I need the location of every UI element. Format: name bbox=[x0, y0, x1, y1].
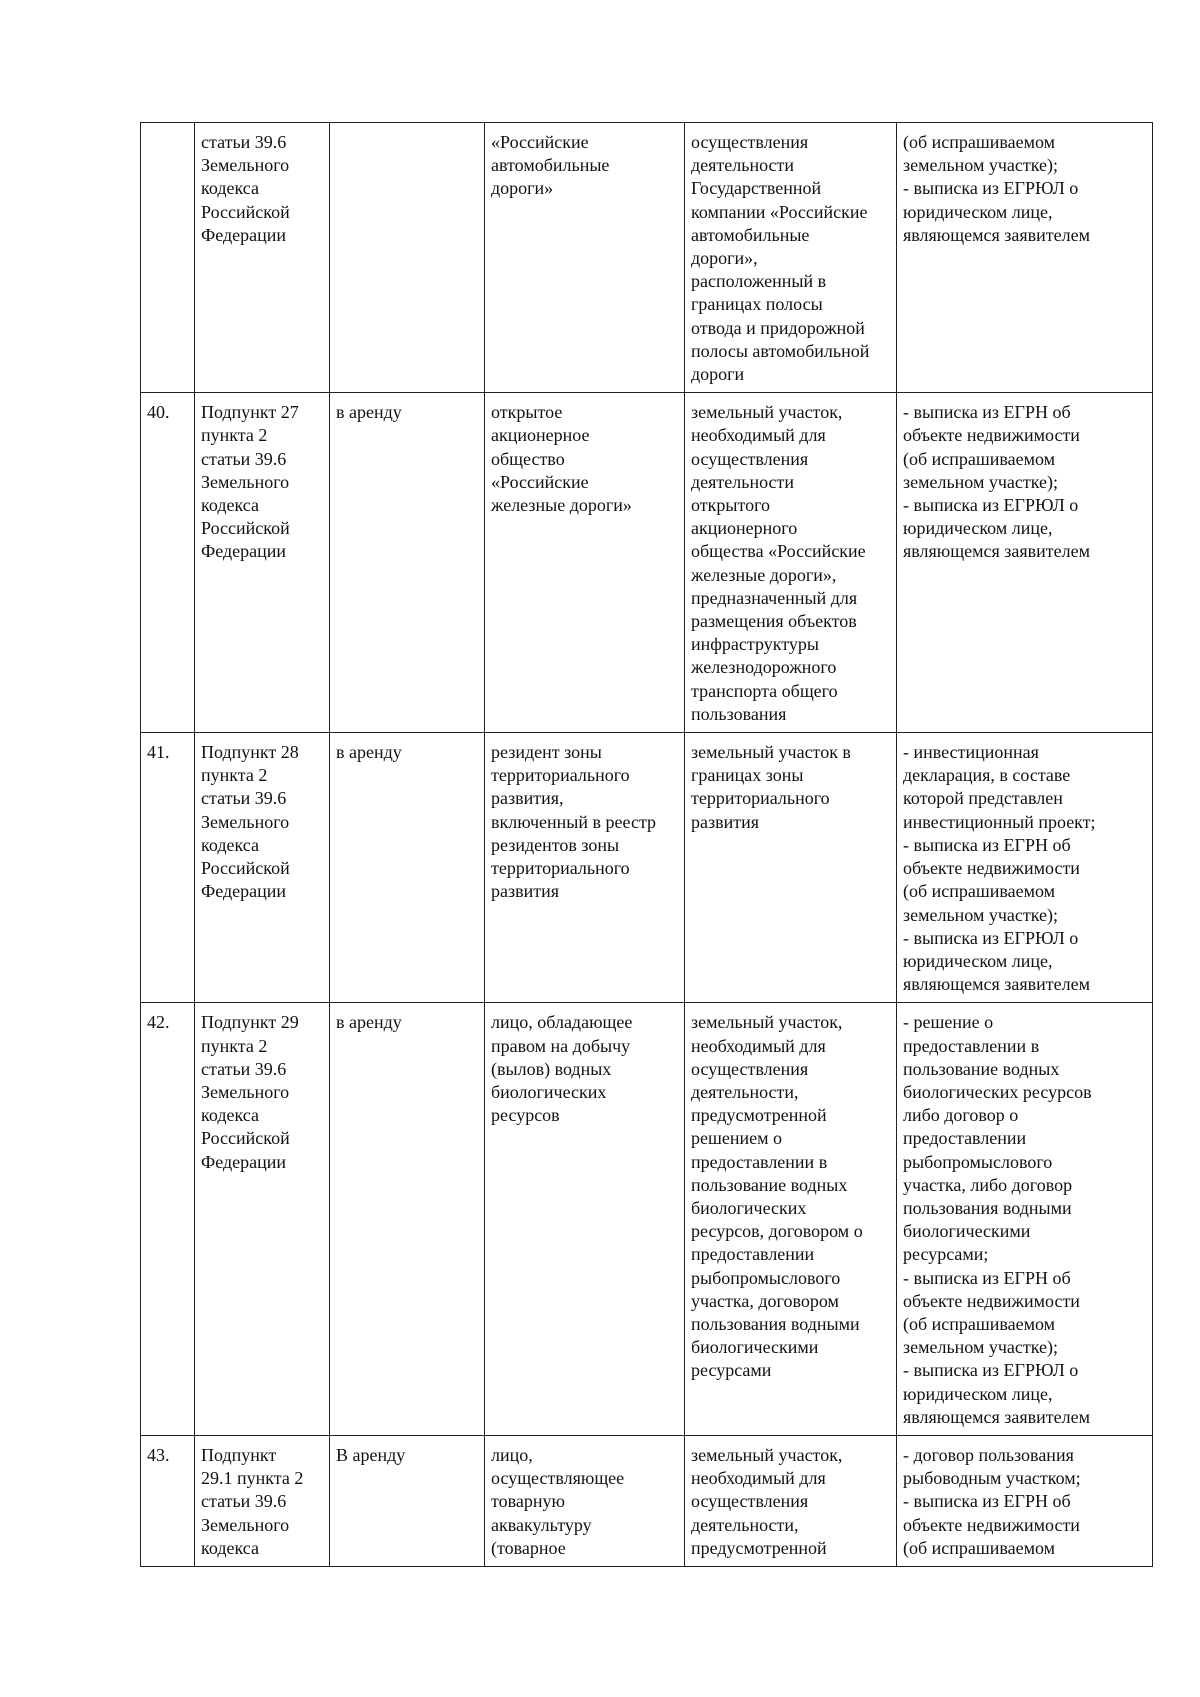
right-type: в аренду bbox=[336, 742, 402, 763]
documents: - выписка из ЕГРН об объекте недвижимости (об испрашиваемом земельном участке); - выписка из ЕГРЮЛ о юридическом лице, являющемся заявителем bbox=[903, 402, 1090, 562]
applicant-cell bbox=[485, 123, 685, 393]
right-type-cell bbox=[330, 1003, 485, 1436]
row-number-cell bbox=[141, 1435, 195, 1566]
documents: - договор пользования рыбоводным участком; - выписка из ЕГРН об объекте недвижимости (об испрашиваемом bbox=[903, 1444, 1081, 1558]
land-plot-cell bbox=[685, 393, 897, 733]
legal-basis-cell bbox=[195, 733, 330, 1003]
row-number: 43. bbox=[147, 1444, 170, 1465]
documents-cell bbox=[897, 1003, 1153, 1436]
land-plot: земельный участок в границах зоны территориального развития bbox=[691, 742, 851, 832]
legal-basis: Подпункт 28 пункта 2 статьи 39.6 Земельного кодекса Российской Федерации bbox=[201, 742, 299, 902]
legal-basis-cell bbox=[195, 393, 330, 733]
row-number: 40. bbox=[147, 402, 170, 423]
legal-basis-cell bbox=[195, 1003, 330, 1436]
right-type: в аренду bbox=[336, 1012, 402, 1033]
row-number: 41. bbox=[147, 742, 170, 763]
table-row bbox=[141, 1003, 1153, 1436]
row-number-cell bbox=[141, 393, 195, 733]
right-type: в аренду bbox=[336, 402, 402, 423]
land-plot-cell bbox=[685, 733, 897, 1003]
land-plot: земельный участок, необходимый для осуществления деятельности, предусмотренной решением о предоставлении в пользование водных биологических ресурсов, договором о предоставлении рыбопромыслового участка, договором пользования водными биологическими ресурсами bbox=[691, 1012, 863, 1381]
applicant-cell bbox=[485, 733, 685, 1003]
documents-cell bbox=[897, 1435, 1153, 1566]
land-plot: земельный участок, необходимый для осуществления деятельности, предусмотренной bbox=[691, 1444, 843, 1558]
right-type: В аренду bbox=[336, 1444, 406, 1465]
documents-cell bbox=[897, 123, 1153, 393]
row-number: 42. bbox=[147, 1012, 170, 1033]
right-type-cell bbox=[330, 393, 485, 733]
row-number-cell bbox=[141, 1003, 195, 1436]
row-number-cell bbox=[141, 733, 195, 1003]
documents: - инвестиционная декларация, в составе которой представлен инвестиционный проект; - выписка из ЕГРН об объекте недвижимости (об испрашиваемом земельном участке); - выписка из ЕГРЮЛ о юридическом лице, являющемся заявителем bbox=[903, 742, 1096, 995]
land-plot-cell bbox=[685, 1003, 897, 1436]
right-type-cell bbox=[330, 733, 485, 1003]
land-plot: земельный участок, необходимый для осуществления деятельности открытого акционерного общества «Российские железные дороги», предназначенный для размещения объектов инфраструктуры железнодорожного транспорта общего пользования bbox=[691, 402, 866, 724]
legal-basis: Подпункт 29.1 пункта 2 статьи 39.6 Земельного кодекса bbox=[201, 1444, 304, 1558]
table-row bbox=[141, 123, 1153, 393]
right-type-cell bbox=[330, 1435, 485, 1566]
documents-cell bbox=[897, 733, 1153, 1003]
applicant: резидент зоны территориального развития, включенный в реестр резидентов зоны территориального развития bbox=[491, 742, 657, 902]
table-row bbox=[141, 1435, 1153, 1566]
applicant-cell bbox=[485, 1003, 685, 1436]
land-allocation-table bbox=[140, 122, 1153, 1567]
legal-basis-cell bbox=[195, 1435, 330, 1566]
right-type-cell bbox=[330, 123, 485, 393]
documents-cell bbox=[897, 393, 1153, 733]
legal-basis: Подпункт 27 пункта 2 статьи 39.6 Земельного кодекса Российской Федерации bbox=[201, 402, 299, 562]
applicant: «Российские автомобильные дороги» bbox=[491, 132, 610, 199]
legal-basis-cell bbox=[195, 123, 330, 393]
legal-basis: Подпункт 29 пункта 2 статьи 39.6 Земельного кодекса Российской Федерации bbox=[201, 1012, 299, 1172]
documents: - решение о предоставлении в пользование водных биологических ресурсов либо договор о предоставлении рыбопромыслового участка, либо договор пользования водными биологическими ресурсами; - выписка из ЕГРН об объекте недвижимости (об испрашиваемом земельном участке); - выписка из ЕГРЮЛ о юридическом лице, являющемся заявителем bbox=[903, 1012, 1092, 1427]
applicant: открытое акционерное общество «Российские железные дороги» bbox=[491, 402, 632, 516]
legal-basis: статьи 39.6 Земельного кодекса Российской Федерации bbox=[201, 132, 290, 245]
applicant-cell bbox=[485, 393, 685, 733]
row-number-cell bbox=[141, 123, 195, 393]
table-row bbox=[141, 733, 1153, 1003]
applicant: лицо, обладающее правом на добычу (вылов) водных биологических ресурсов bbox=[491, 1012, 633, 1126]
documents: (об испрашиваемом земельном участке); - выписка из ЕГРЮЛ о юридическом лице, являющемся заявителем bbox=[903, 132, 1090, 245]
applicant-cell bbox=[485, 1435, 685, 1566]
applicant: лицо, осуществляющее товарную аквакультуру (товарное bbox=[491, 1444, 625, 1558]
land-plot-cell bbox=[685, 123, 897, 393]
table-row bbox=[141, 393, 1153, 733]
land-plot-cell bbox=[685, 1435, 897, 1566]
land-plot: осуществления деятельности Государственной компании «Российские автомобильные дороги», расположенный в границах полосы отвода и придорожной полосы автомобильной дороги bbox=[691, 132, 870, 385]
